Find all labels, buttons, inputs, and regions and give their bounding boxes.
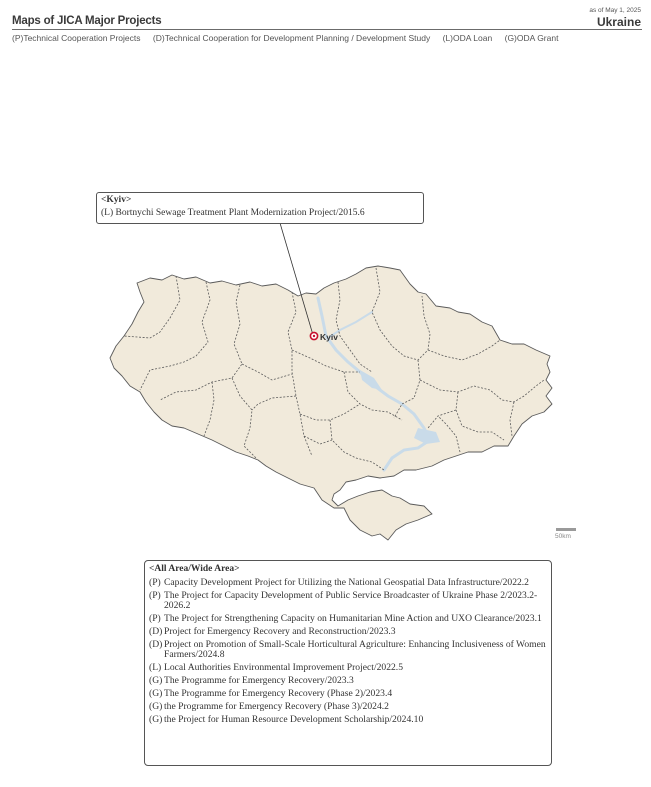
project-name: the Programme for Emergency Recovery (Phase 3)/2024.2 [164, 701, 389, 712]
legend-technical-cooperation: (P)Technical Cooperation Projects [12, 33, 141, 43]
callout-heading: <Kyiv> [101, 195, 132, 205]
project-type-code: (P) [149, 613, 161, 624]
kyiv-map-label: Kyiv [320, 332, 338, 342]
project-name: The Project for Capacity Development of Public Service Broadcaster of Ukraine Phase 2/2023.2-2026.2 [164, 590, 538, 611]
scale-label: 50km [555, 533, 571, 540]
project-name: Capacity Development Project for Utilizing the National Geospatial Data Infrastructure/2022.2 [164, 577, 529, 588]
list-item [149, 676, 547, 686]
list-item [149, 715, 547, 725]
scale-bar [556, 528, 576, 531]
list-item [149, 591, 547, 611]
country-name: Ukraine [596, 15, 641, 29]
area-project-list [149, 578, 547, 728]
project-name: Local Authorities Environmental Improvement Project/2022.5 [164, 662, 403, 673]
kyiv-callout [96, 192, 424, 224]
project-type-code: (G) [149, 714, 163, 725]
project-name: The Project for Strengthening Capacity on Humanitarian Mine Action and UXO Clearance/2023.1 [164, 613, 542, 624]
callout-project: (L) Bortnychi Sewage Treatment Plant Modernization Project/2015.6 [101, 208, 365, 218]
project-type-code: (L) [149, 662, 162, 673]
project-type-code: (P) [149, 590, 161, 601]
kyiv-marker-icon [310, 332, 317, 339]
project-type-code: (G) [149, 701, 163, 712]
project-type-code: (P) [149, 577, 161, 588]
project-type-code: (G) [149, 675, 163, 686]
list-item [149, 627, 547, 637]
legend-oda-grant: (G)ODA Grant [504, 33, 559, 43]
project-name: Project on Promotion of Small-Scale Horticultural Agriculture: Enhancing Inclusiveness of Women Farmers/2024.8 [164, 639, 546, 660]
list-item [149, 689, 547, 699]
legend-development-study: (D)Technical Cooperation for Development Planning / Development Study [152, 33, 431, 43]
project-type-code: (G) [149, 688, 163, 699]
all-area-projects-box [144, 560, 552, 766]
area-box-heading: <All Area/Wide Area> [149, 564, 240, 574]
page-title: Maps of JICA Major Projects [12, 15, 162, 27]
list-item [149, 640, 547, 660]
list-item [149, 578, 547, 588]
project-type-code: (D) [149, 639, 163, 650]
project-name: Project for Emergency Recovery and Reconstruction/2023.3 [164, 626, 396, 637]
list-item [149, 663, 547, 673]
list-item [149, 702, 547, 712]
list-item [149, 614, 547, 624]
legend-oda-loan: (L)ODA Loan [442, 33, 493, 43]
project-name: the Project for Human Resource Development Scholarship/2024.10 [164, 714, 424, 725]
ukraine-land [110, 266, 552, 540]
as-of-date: as of May 1, 2025 [589, 7, 641, 14]
project-type-code: (D) [149, 626, 163, 637]
project-name: The Programme for Emergency Recovery (Phase 2)/2023.4 [164, 688, 393, 699]
project-name: The Programme for Emergency Recovery/2023.3 [164, 675, 354, 686]
